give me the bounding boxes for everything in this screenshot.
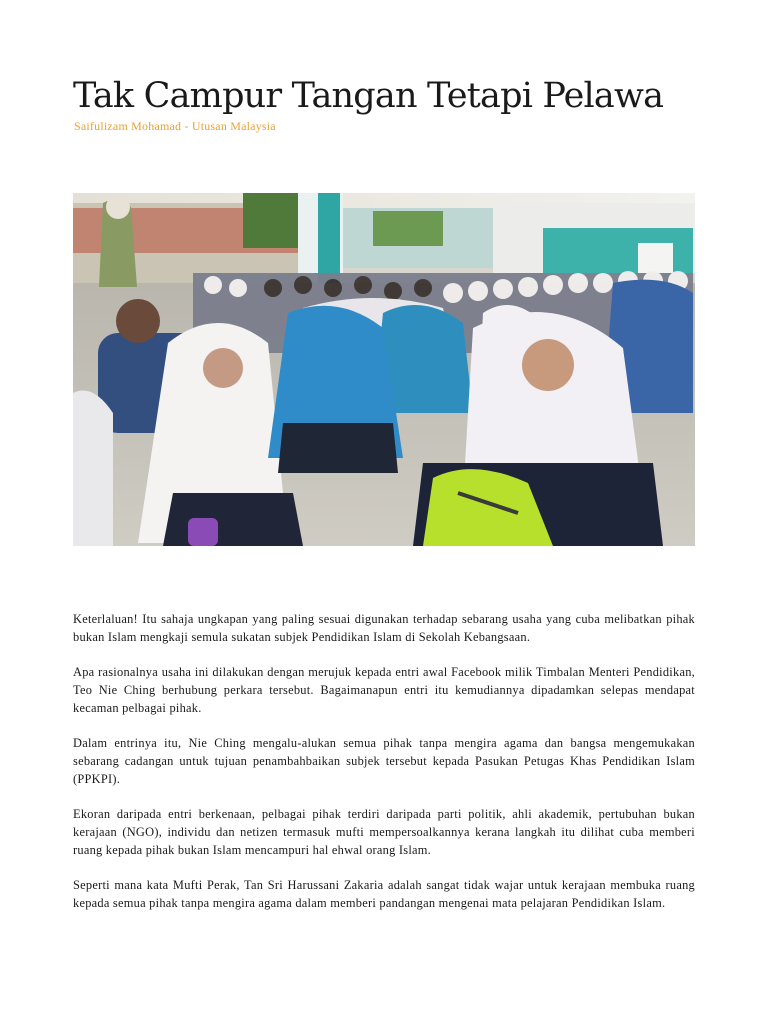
paragraph: Keterlaluan! Itu sahaja ungkapan yang paling sesuai digunakan terhadap sebarang usaha yang cuba melibatkan pihak bukan Islam mengkaji semula sukatan subjek Pendidikan Islam di Sekolah Kebangsaan. [73,612,695,644]
article-photo [73,193,695,546]
paragraph: Seperti mana kata Mufti Perak, Tan Sri Harussani Zakaria adalah sangat tidak wajar untuk kerajaan membuka ruang kepada semua pihak tanpa mengira agama dalam memberi pandangan mengenai mata pelajaran Pendidikan Islam. [73,878,695,910]
article-body [73,610,695,929]
article-title: Tak Campur Tangan Tetapi Pelawa [73,76,664,116]
paragraph: Apa rasionalnya usaha ini dilakukan dengan merujuk kepada entri awal Facebook milik Timbalan Menteri Pendidikan, Teo Nie Ching berhubung perkara tersebut. Bagaimanapun entri itu kemudiannya dipadamkan selepas mendapat kecaman pelbagai pihak. [73,665,695,715]
paragraph: Ekoran daripada entri berkenaan, pelbagai pihak terdiri daripada parti politik, ahli akademik, pertubuhan bukan kerajaan (NGO), individu dan netizen termasuk mufti mempersoalkannya kerana langkah itu dilihat cuba memberi ruang kepada pihak bukan Islam mencampuri hal ehwal orang Islam. [73,807,695,857]
paragraph: Dalam entrinya itu, Nie Ching mengalu-alukan semua pihak tanpa mengira agama dan bangsa mengemukakan sebarang cadangan untuk tujuan penambahbaikan subjek tersebut kepada Pasukan Petugas Khas Pendidikan Islam (PPKPI). [73,736,695,786]
article-byline: Saifulizam Mohamad - Utusan Malaysia [74,119,276,133]
